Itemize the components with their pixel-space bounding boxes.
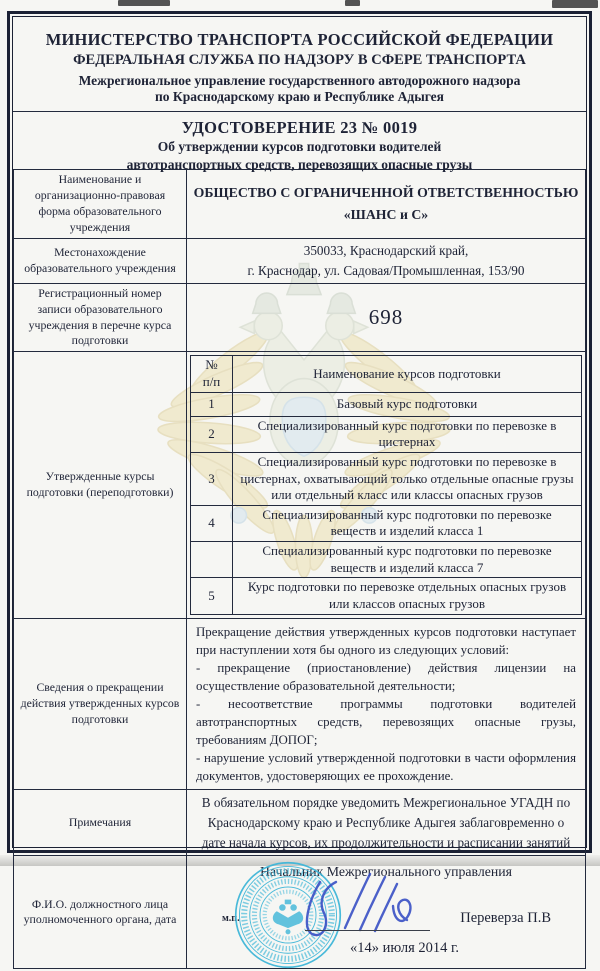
course-name-text: Базовый курс подготовки	[336, 395, 478, 411]
course-row	[191, 452, 582, 505]
course-row	[191, 392, 582, 416]
course-row	[191, 578, 582, 614]
regional-department-name: Межрегиональное управление государственного автодорожного надзора	[78, 73, 521, 88]
number-sign: №	[205, 357, 218, 373]
certificate-subtitle-line1: Об утверждении курсов подготовки водителей	[157, 139, 442, 154]
address-label: Местонахождение образовательного учреждения	[14, 238, 187, 283]
course-number: 4	[191, 505, 233, 541]
signature-line	[305, 930, 430, 931]
ministry-header	[13, 17, 586, 112]
row-approved-courses	[14, 352, 586, 618]
course-name	[233, 452, 582, 505]
termination-condition: - нарушение условий утвержденной подготовки в части оформления документов, удостоверяющих ее прохождение.	[196, 750, 576, 783]
signature-date: «14» июля 2014 г.	[350, 940, 459, 957]
course-number: 3	[191, 452, 233, 505]
organization-name-line1: ОБЩЕСТВО С ОГРАНИЧЕННОЙ ОТВЕТСТВЕННОСТЬЮ	[193, 185, 579, 201]
address-value	[187, 238, 586, 283]
scan-artifact	[552, 0, 598, 8]
scan-artifact	[345, 0, 360, 6]
ministry-name: МИНИСТЕРСТВО ТРАНСПОРТА РОССИЙСКОЙ ФЕДЕРАЦИИ	[45, 30, 554, 49]
row-organization	[14, 170, 586, 239]
official-name: Переверза П.В	[460, 910, 551, 927]
course-row	[191, 416, 582, 452]
address-line1: 350033, Краснодарский край,	[303, 242, 469, 258]
courses-header-row	[191, 356, 582, 392]
certificate-subtitle-line2: автотранспортных средств, перевозящих опасные грузы	[126, 156, 473, 172]
termination-intro: Прекращение действия утвержденных курсов подготовки наступает при наступлении хотя бы одного из следующих условий:	[196, 624, 576, 657]
document-outer-border	[7, 11, 592, 957]
termination-label: Сведения о прекращении действия утвержденных курсов подготовки	[14, 618, 187, 790]
row-notes	[14, 790, 586, 856]
registration-number-label: Регистрационный номер записи образовательного учреждения в перечне курса подготовки	[14, 283, 187, 352]
row-signature	[14, 856, 586, 969]
federal-service-name: ФЕДЕРАЛЬНАЯ СЛУЖБА ПО НАДЗОРУ В СФЕРЕ ТРАНСПОРТА	[73, 52, 526, 68]
certificate-title-block	[13, 112, 586, 172]
registration-number-value: 698	[187, 283, 586, 352]
course-name-text: Курс подготовки по перевозке отдельных опасных грузов или классов опасных грузов	[247, 579, 567, 611]
handwritten-signature	[290, 868, 440, 948]
document-inner-border	[12, 16, 587, 957]
course-name	[233, 505, 582, 541]
certificate-table	[13, 169, 586, 969]
organization-label: Наименование и организационно-правовая форма образовательного учреждения	[14, 170, 187, 239]
course-name	[233, 392, 582, 416]
courses-table	[190, 355, 582, 614]
course-number: 2	[191, 416, 233, 452]
course-row	[191, 542, 582, 578]
row-termination	[14, 618, 586, 790]
approved-courses-label: Утвержденные курсы подготовки (переподготовки)	[14, 352, 187, 618]
stamp-place-mark: м.п.	[222, 913, 240, 925]
row-registration-number	[14, 283, 586, 352]
signature-label: Ф.И.О. должностного лица уполномоченного органа, дата	[14, 856, 187, 969]
scan-artifact	[118, 0, 170, 6]
termination-condition: - прекращение (приостановление) действия лицензии на осуществление образовательной деятельности;	[196, 660, 576, 693]
approved-courses-value	[187, 352, 586, 618]
course-name-text: Специализированный курс подготовки по перевозке веществ и изделий класса 1	[262, 506, 552, 539]
organization-name-line2: «ШАНС и С»	[343, 206, 429, 222]
course-number: 1	[191, 392, 233, 416]
course-row	[191, 505, 582, 541]
course-name-text: Специализированный курс подготовки по перевозке в цистернах	[257, 417, 557, 450]
course-name	[233, 578, 582, 614]
official-position: Начальник Межрегионального управления	[259, 864, 513, 880]
course-name-text: Специализированный курс подготовки по перевозке веществ и изделий класса 7	[262, 543, 552, 575]
row-address	[14, 238, 586, 283]
course-number	[191, 542, 233, 578]
regional-department-region: по Краснодарскому краю и Республике Адыгея	[155, 89, 444, 104]
course-number: 5	[191, 578, 233, 614]
organization-value	[187, 170, 586, 239]
address-line2: г. Краснодар, ул. Садовая/Промышленная, 153/90	[247, 262, 525, 278]
course-name-text: Специализированный курс подготовки по перевозке в цистернах, охватывающий только отдельные опасные грузы или отдельный класс или классы опасных грузов	[240, 453, 574, 503]
termination-condition: - несоответствие программы подготовки водителей автотранспортных средств, перевозящих опасные грузы, требованиям ДОПОГ;	[196, 696, 576, 747]
courses-number-header	[191, 356, 233, 392]
termination-value	[187, 618, 586, 790]
course-name	[233, 542, 582, 578]
notes-value: В обязательном порядке уведомить Межрегиональное УГАДН по Краснодарскому краю и Республике Адыгея заблаговременно о дате начала курсов, их продолжительности и расписании занятий	[187, 790, 586, 856]
per-item-abbr: п/п	[202, 374, 221, 389]
certificate-title: УДОСТОВЕРЕНИЕ 23 № 0019	[181, 118, 418, 137]
courses-name-header: Наименование курсов подготовки	[233, 356, 582, 392]
notes-label: Примечания	[14, 790, 187, 856]
signature-block	[187, 856, 586, 969]
course-name	[233, 416, 582, 452]
